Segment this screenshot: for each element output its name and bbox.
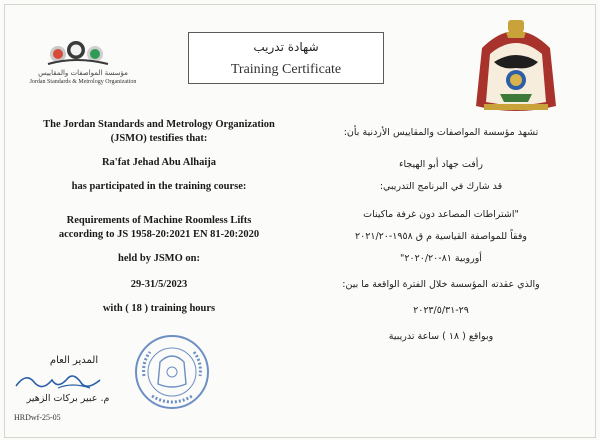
form-code: HRDwf-25-05 [14,413,61,422]
dates-en: 29-31/5/2023 [130,279,188,290]
title-arabic: شهادة تدريب [253,40,319,54]
issuer-line-1: The Jordan Standards and Metrology Organization [43,119,275,130]
course-line-2-ar: وفقاً للمواصفة القياسية م ق ١٩٥٨-٢٠٢١/٢٠ [355,231,527,242]
logo-english-text: Jordan Standards & Metrology Organization [29,79,137,85]
official-stamp-icon [132,332,212,412]
issuer-line-2: (JSMO) testifies that: [110,133,208,144]
hours-ar: وبواقع ( ١٨ ) ساعة تدريبية [388,331,494,342]
held-by-en: held by JSMO on: [118,253,200,264]
participated-text-ar: قد شارك في البرنامج التدريبي: [379,181,503,192]
jsmo-logo [18,36,148,92]
participated-text-en: has participated in the training course: [71,181,247,192]
signature-icon [12,368,132,394]
certificate-title-box [188,32,384,84]
hours-en: with ( 18 ) training hours [102,303,216,314]
jsmo-logo-icon [18,36,148,70]
course-line-2-en: according to JS 1958-20:2021 EN 81-20:2020 [58,229,260,240]
title-english: Training Certificate [230,62,342,77]
participant-name-ar: رأفت جهاد أبو الهيجاء [399,159,483,170]
dates-ar: ٢٩-٢٠٢٣/٥/٣١ [413,305,469,316]
course-line-1-en: Requirements of Machine Roomless Lifts [66,215,252,226]
director-general-title: المدير العام [49,355,99,366]
logo-arabic-text: مؤسسة المواصفات والمقاييس [38,69,128,77]
course-line-1-ar: "اشتراطات المصاعد دون غرفة ماكينات [363,209,519,220]
jordan-coat-of-arms-icon [470,18,562,118]
testifies-ar: تشهد مؤسسة المواصفات والمقاييس الأردنية بأن: [343,127,539,138]
participant-name-en: Ra'fat Jehad Abu Alhaija [101,157,217,168]
course-line-3-ar: أوروبية ٨١-٢٠٢٠/٢٠" [400,253,482,264]
director-name: م. عبير بركات الزهير [26,393,110,404]
held-by-ar: والذي عقدته المؤسسة خلال الفترة الواقعة ما بين: [342,279,540,290]
